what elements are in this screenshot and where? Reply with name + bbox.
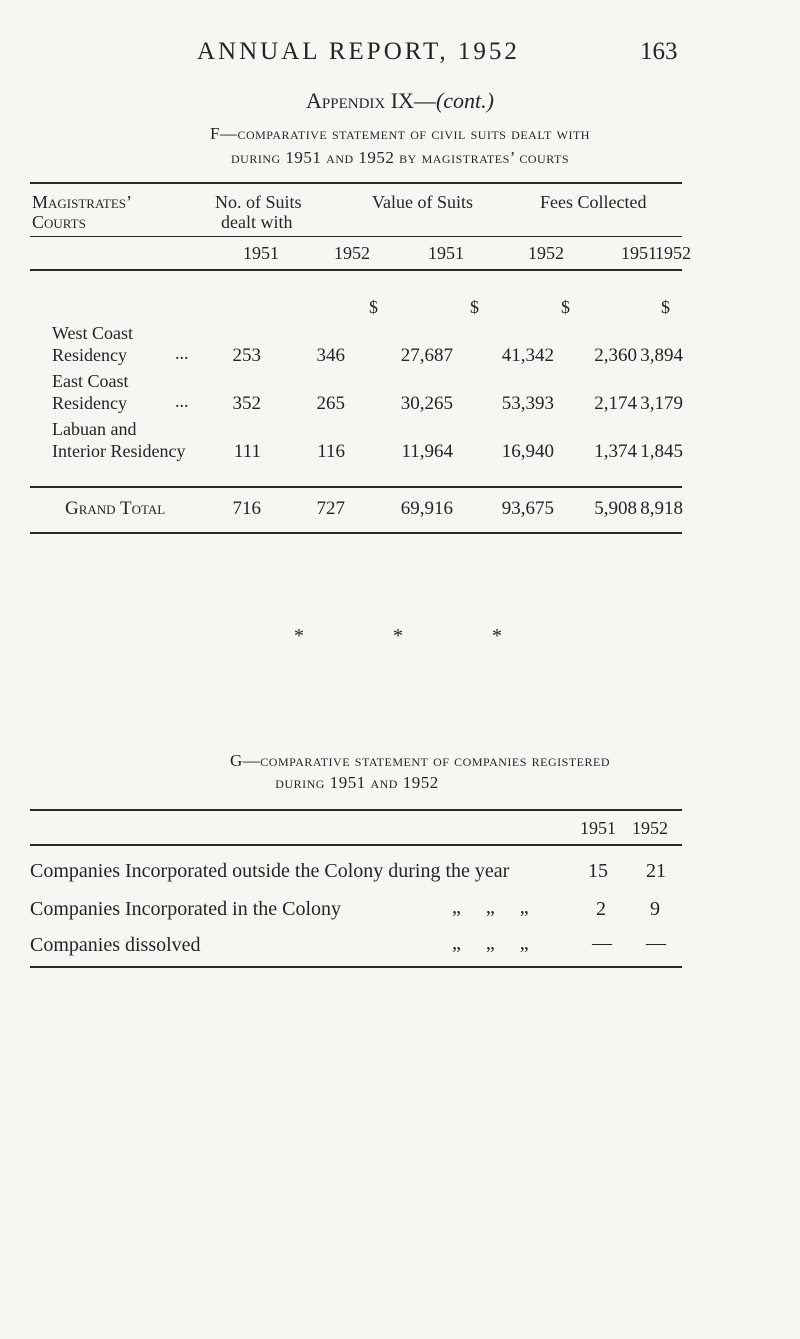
table-cell: 41,342 — [501, 345, 554, 366]
g-cell: 2 — [596, 898, 606, 920]
row-label-line1: East Coast — [52, 371, 129, 391]
table-f-title-line2: during 1951 and 1952 by magistrates’ courts — [230, 148, 570, 167]
year-header: 1951 — [243, 243, 279, 263]
table-g-top-rule — [30, 809, 682, 811]
table-cell: 3,179 — [640, 393, 683, 414]
table-cell: 346 — [316, 345, 345, 366]
year-header: 1952 — [334, 243, 370, 263]
row-label-line1: West Coast — [52, 323, 134, 343]
table-cell: 111 — [233, 441, 261, 462]
table-f-header-rule — [30, 269, 682, 271]
ditto-marks: „ „ „ — [452, 932, 539, 954]
g-row-label: Companies Incorporated outside the Colony during the year — [30, 860, 510, 882]
table-f-bottom-rule — [30, 532, 682, 534]
table-cell: 16,940 — [501, 441, 554, 462]
table-g-title-line1: G—comparative statement of companies registered — [230, 751, 610, 770]
table-cell: 53,393 — [501, 393, 554, 414]
total-cell: 5,908 — [594, 498, 637, 519]
year-header: 1952 — [655, 243, 691, 263]
table-f-subheader-rule — [30, 236, 682, 237]
year-header: 1951 — [428, 243, 464, 263]
table-f-total-rule — [30, 486, 682, 488]
running-title: ANNUAL REPORT, 1952 — [197, 38, 520, 65]
table-g-bottom-rule — [30, 966, 682, 968]
table-g-title-line2: during 1951 and 1952 — [275, 773, 439, 792]
row-label-line2: Residency — [52, 393, 127, 413]
row-label-line2: Residency — [52, 345, 127, 365]
currency-symbol: $ — [470, 297, 479, 317]
table-cell: 11,964 — [401, 441, 453, 462]
ditto-marks: „ „ „ — [452, 896, 539, 918]
page-number: 163 — [640, 38, 678, 65]
table-cell: 1,374 — [594, 441, 637, 462]
appendix-cont: (cont.) — [435, 88, 494, 113]
total-cell: 93,675 — [501, 498, 554, 519]
table-cell: 3,894 — [640, 345, 683, 366]
table-cell: 2,174 — [594, 393, 637, 414]
table-cell: 27,687 — [400, 345, 453, 366]
g-row-label: Companies dissolved — [30, 934, 201, 956]
g-cell: — — [646, 932, 666, 954]
g-cell: 9 — [650, 898, 660, 920]
table-cell: 352 — [232, 393, 261, 414]
year-header: 1951 — [580, 818, 616, 838]
table-cell: 1,845 — [640, 441, 683, 462]
table-cell: 116 — [317, 441, 345, 462]
header-suits-line2: dealt with — [221, 212, 293, 232]
grand-total-label: Grand Total — [65, 498, 166, 519]
year-header: 1952 — [528, 243, 564, 263]
total-cell: 8,918 — [640, 498, 683, 519]
currency-symbol: $ — [369, 297, 378, 317]
table-cell: 30,265 — [400, 393, 453, 414]
header-value: Value of Suits — [372, 192, 473, 212]
total-cell: 716 — [232, 498, 261, 519]
header-fees: Fees Collected — [540, 192, 647, 212]
year-header: 1951 — [621, 243, 657, 263]
row-leader: ... — [175, 391, 189, 411]
row-label-line2: Interior Residency — [52, 441, 186, 461]
g-cell: — — [592, 932, 612, 954]
currency-symbol: $ — [661, 297, 670, 317]
table-f-title-line1: F—comparative statement of civil suits dealt with — [210, 124, 590, 143]
table-cell: 253 — [232, 345, 261, 366]
table-g-header-rule — [30, 844, 682, 846]
header-courts-line2: Courts — [32, 212, 86, 232]
header-suits-line1: No. of Suits — [215, 192, 302, 212]
table-cell: 2,360 — [594, 345, 637, 366]
year-header: 1952 — [632, 818, 668, 838]
appendix-label: Appendix IX— — [306, 88, 436, 113]
row-leader: ... — [175, 343, 189, 363]
section-separator: * * * — [294, 625, 544, 647]
total-cell: 727 — [316, 498, 345, 519]
g-cell: 15 — [588, 860, 608, 882]
g-cell: 21 — [646, 860, 666, 882]
header-courts-line1: Magistrates’ — [32, 192, 133, 212]
total-cell: 69,916 — [400, 498, 453, 519]
g-row-label: Companies Incorporated in the Colony — [30, 898, 342, 920]
currency-symbol: $ — [561, 297, 570, 317]
row-label-line1: Labuan and — [52, 419, 137, 439]
appendix-heading — [0, 88, 800, 114]
table-cell: 265 — [316, 393, 345, 414]
table-f-top-rule — [30, 182, 682, 184]
